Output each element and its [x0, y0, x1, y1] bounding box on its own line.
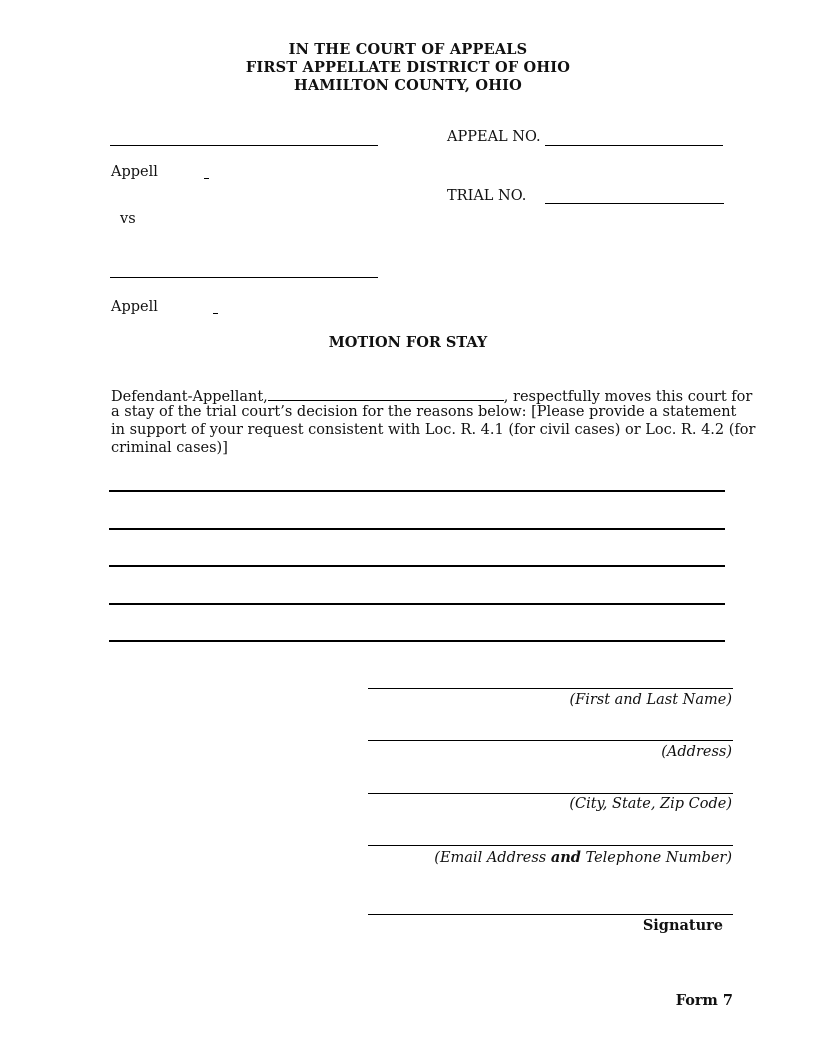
city-state-zip-caption: (City, State, Zip Code) — [569, 796, 732, 812]
name-caption: (First and Last Name) — [569, 692, 732, 708]
appeal-no-line[interactable] — [545, 145, 723, 146]
appellant-name-line[interactable] — [110, 145, 378, 146]
address-line[interactable] — [368, 740, 733, 741]
reason-line-1[interactable] — [109, 490, 725, 492]
signature-label: Signature — [642, 917, 723, 934]
address-caption: (Address) — [661, 744, 732, 760]
court-header-line-3: HAMILTON COUNTY, OHIO — [294, 77, 522, 94]
party-prefix: Defendant-Appellant, — [111, 389, 268, 405]
reason-line-4[interactable] — [109, 603, 725, 605]
appellee-label: Appell — [111, 299, 158, 315]
court-header-line-1: IN THE COURT OF APPEALS — [288, 41, 528, 58]
defendant-name-blank[interactable] — [268, 387, 504, 401]
reason-line-3[interactable] — [109, 565, 725, 567]
reason-line-5[interactable] — [109, 640, 725, 642]
motion-body-line-4: criminal cases)] — [111, 440, 228, 456]
appellant-label: Appell — [111, 164, 158, 180]
versus-label: vs — [120, 211, 136, 227]
appellee-label-mark — [213, 313, 218, 314]
appellee-name-line[interactable] — [110, 277, 378, 278]
reason-line-2[interactable] — [109, 528, 725, 530]
email-caption-part: (Email Address — [434, 850, 551, 866]
and-emphasis: and — [550, 849, 581, 866]
trial-no-line[interactable] — [545, 203, 724, 204]
motion-body-line-1 — [111, 387, 752, 405]
appeal-no-label: APPEAL NO. — [447, 129, 541, 145]
email-phone-caption — [434, 849, 732, 866]
motion-body-line-2: a stay of the trial court’s decision for the reasons below: [Please provide a statement — [111, 404, 737, 420]
motion-body-line-3: in support of your request consistent with Loc. R. 4.1 (for civil cases) or Loc. R. 4.2 (for — [111, 422, 756, 438]
body-line-1-suffix: , respectfully moves this court for — [503, 389, 753, 405]
court-header-line-2: FIRST APPELLATE DISTRICT OF OHIO — [245, 59, 571, 76]
form-number: Form 7 — [675, 992, 733, 1009]
trial-no-label: TRIAL NO. — [447, 188, 527, 204]
appellant-label-mark — [204, 178, 209, 179]
motion-title: MOTION FOR STAY — [328, 334, 488, 351]
phone-caption-part: Telephone Number) — [580, 850, 732, 866]
email-phone-line[interactable] — [368, 845, 733, 846]
city-state-zip-line[interactable] — [368, 793, 733, 794]
signature-line[interactable] — [368, 914, 733, 915]
name-line[interactable] — [368, 688, 733, 689]
